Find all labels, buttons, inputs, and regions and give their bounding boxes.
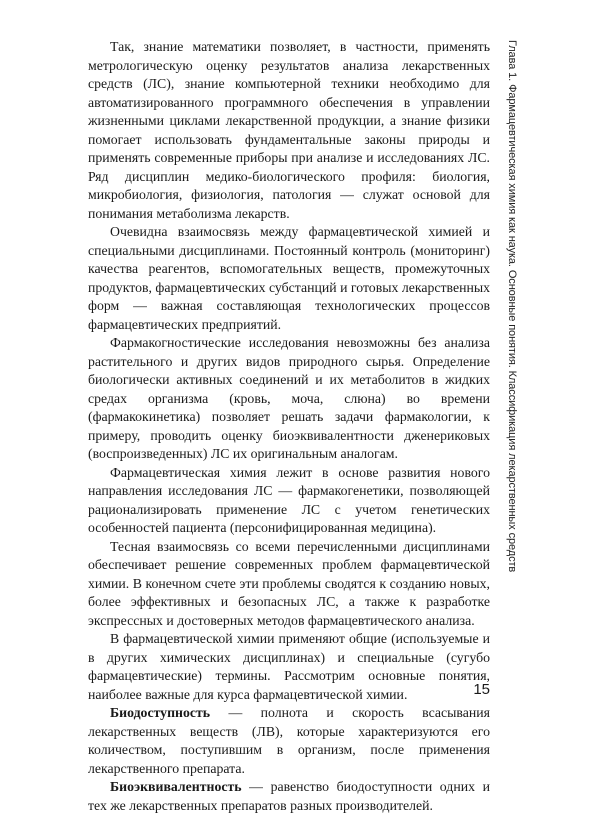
definition-text: — полнота и скорость всасывания лекарственных веществ (ЛВ), которые характеризуются его количеством, поступившим в организм, после применения лекарственного препарата. xyxy=(88,705,490,776)
definition-bioequivalence xyxy=(88,778,490,815)
page-body xyxy=(88,38,490,815)
paragraph: Фармакогностические исследования невозможны без анализа растительного и других видов природного сырья. Определение биологически активных соединений и их метаболитов в жидких средах организма (кровь, моча, слюна) во времени (фармакокинетика) позволяет решать задачи фармакологии, к примеру, проводить оценку биоэквивалентности дженериковых (воспроизведенных) ЛС их оригинальным аналогам. xyxy=(88,335,490,461)
page-number: 15 xyxy=(473,681,490,698)
definition-term: Биоэквивалентность xyxy=(110,779,242,794)
paragraph: Так, знание математики позволяет, в частности, применять метрологическую оценку результатов анализа лекарственных средств (ЛС), знание компьютерной техники необходимо для автоматизированного программного обеспечения в управлении жизненными циклами лекарственной продукции, а знание физики помогает использовать фундаментальные законы природы и применять современные приборы при анализе и исследованиях ЛС. Ряд дисциплин медико-биологического профиля: биология, микробиология, физиология, патология — служат основой для понимания метаболизма лекарств. xyxy=(88,39,490,221)
paragraph: Фармацевтическая химия лежит в основе развития нового направления исследования ЛС — фармакогенетики, позволяющей рационализировать применение ЛС с учетом генетических особенностей пациента (персонифицированная медицина). xyxy=(88,464,490,535)
definition-bioavailability xyxy=(88,704,490,778)
definition-text: — равенство биодоступности одних и тех же лекарственных препаратов разных производителей. xyxy=(88,779,490,813)
paragraph: Очевидна взаимосвязь между фармацевтической химией и специальными дисциплинами. Постоянный контроль (мониторинг) качества реагентов, вспомогательных веществ, промежуточных продуктов, фармацевтических субстанций и готовых лекарственных форм — важная составляющая технологических процессов фармацевтических предприятий. xyxy=(88,224,490,332)
paragraph: В фармацевтической химии применяют общие (используемые и в других химических дисциплинах) и специальные (сугубо фармацевтические) термины. Рассмотрим основные понятия, наиболее важные для курса фармацевтической химии. xyxy=(88,631,490,702)
paragraph: Тесная взаимосвязь со всеми перечисленными дисциплинами обеспечивает решение современных проблем фармацевтической химии. В конечном счете эти проблемы сводятся к созданию новых, более эффективных и безопасных ЛС, а также к разработке экспрессных и достоверных методов фармацевтического анализа. xyxy=(88,538,490,628)
running-head: Глава 1. Фармацевтическая химия как наука. Основные понятия. Классификация лекарственных средств xyxy=(506,40,518,573)
definition-term: Биодоступность xyxy=(110,705,211,720)
